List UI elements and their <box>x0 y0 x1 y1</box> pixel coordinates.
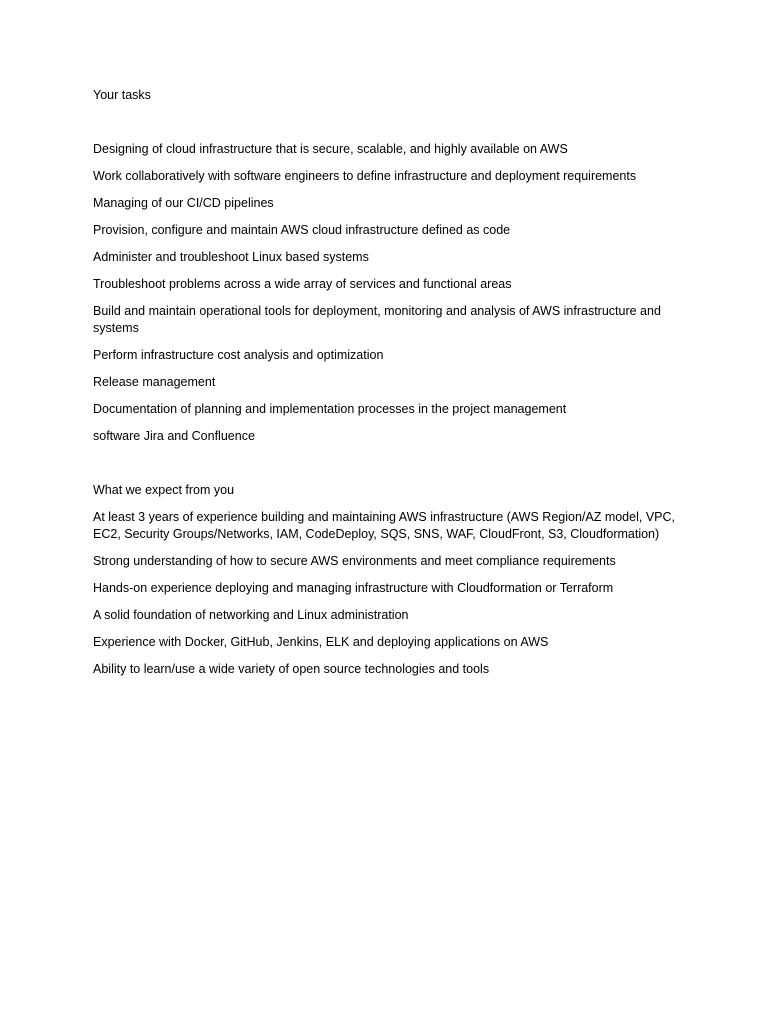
expectation-item: Ability to learn/use a wide variety of open source technologies and tools <box>93 662 490 676</box>
expectations-heading: What we expect from you <box>93 483 235 497</box>
expectation-item: Experience with Docker, GitHub, Jenkins, ELK and deploying applications on AWS <box>93 635 549 649</box>
task-item: Administer and troubleshoot Linux based systems <box>93 250 369 264</box>
task-item: Build and maintain operational tools for deployment, monitoring and analysis of AWS infrastructure and systems <box>93 304 661 335</box>
expectations-list <box>93 509 683 678</box>
tasks-list <box>93 141 683 445</box>
task-item: Provision, configure and maintain AWS cloud infrastructure defined as code <box>93 223 511 237</box>
task-item: Work collaboratively with software engineers to define infrastructure and deployment requirements <box>93 169 637 183</box>
task-item: Managing of our CI/CD pipelines <box>93 196 274 210</box>
expectation-item: Strong understanding of how to secure AWS environments and meet compliance requirements <box>93 554 616 568</box>
expectation-item: At least 3 years of experience building and maintaining AWS infrastructure (AWS Region/AZ model, VPC, EC2, Security Groups/Networks, IAM, CodeDeploy, SQS, SNS, WAF, CloudFront, S3, Cloudformation) <box>93 510 675 541</box>
task-item: Designing of cloud infrastructure that is secure, scalable, and highly available on AWS <box>93 142 568 156</box>
section-spacer <box>93 455 683 482</box>
task-item: Release management <box>93 375 216 389</box>
document-content <box>93 87 683 688</box>
task-item: software Jira and Confluence <box>93 429 255 443</box>
expectation-item: Hands-on experience deploying and managing infrastructure with Cloudformation or Terraform <box>93 581 614 595</box>
expectation-item: A solid foundation of networking and Linux administration <box>93 608 409 622</box>
task-item: Documentation of planning and implementation processes in the project management <box>93 402 567 416</box>
task-item: Troubleshoot problems across a wide array of services and functional areas <box>93 277 512 291</box>
tasks-heading: Your tasks <box>93 88 151 102</box>
section-spacer <box>93 104 683 141</box>
task-item: Perform infrastructure cost analysis and optimization <box>93 348 384 362</box>
